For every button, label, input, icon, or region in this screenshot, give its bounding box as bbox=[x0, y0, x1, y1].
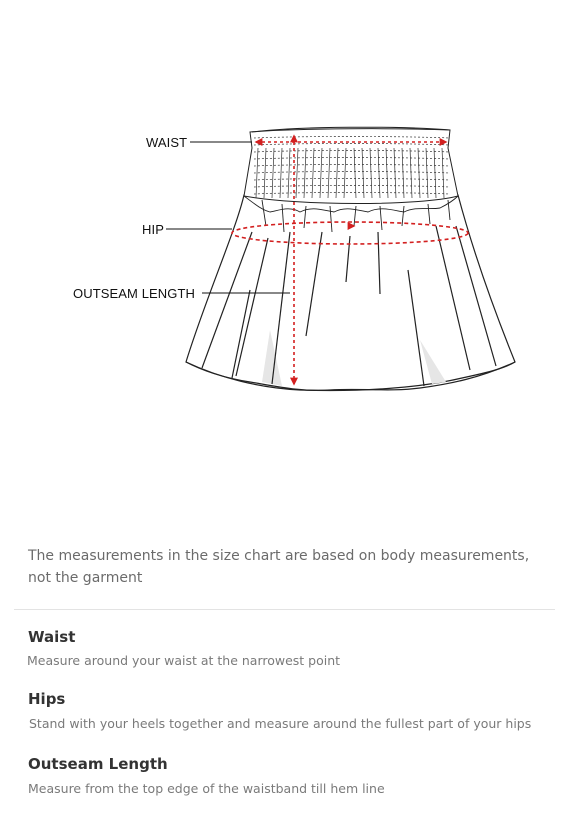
waist-title: Waist bbox=[28, 628, 76, 646]
waist-description: Measure around your waist at the narrowest point bbox=[27, 653, 341, 668]
hip-callout: HIP bbox=[142, 222, 164, 237]
hips-description: Stand with your heels together and measure around the fullest part of your hips bbox=[29, 716, 532, 731]
outseam-callout: OUTSEAM LENGTH bbox=[73, 286, 196, 301]
size-chart-note: The measurements in the size chart are based on body measurements, not the garment bbox=[28, 548, 530, 586]
hips-title: Hips bbox=[28, 690, 66, 708]
outseam-description: Measure from the top edge of the waistband till hem line bbox=[28, 781, 385, 796]
divider bbox=[14, 609, 555, 610]
waist-callout: WAIST bbox=[146, 135, 188, 150]
outseam-title: Outseam Length bbox=[28, 755, 168, 773]
waistband bbox=[244, 127, 458, 203]
